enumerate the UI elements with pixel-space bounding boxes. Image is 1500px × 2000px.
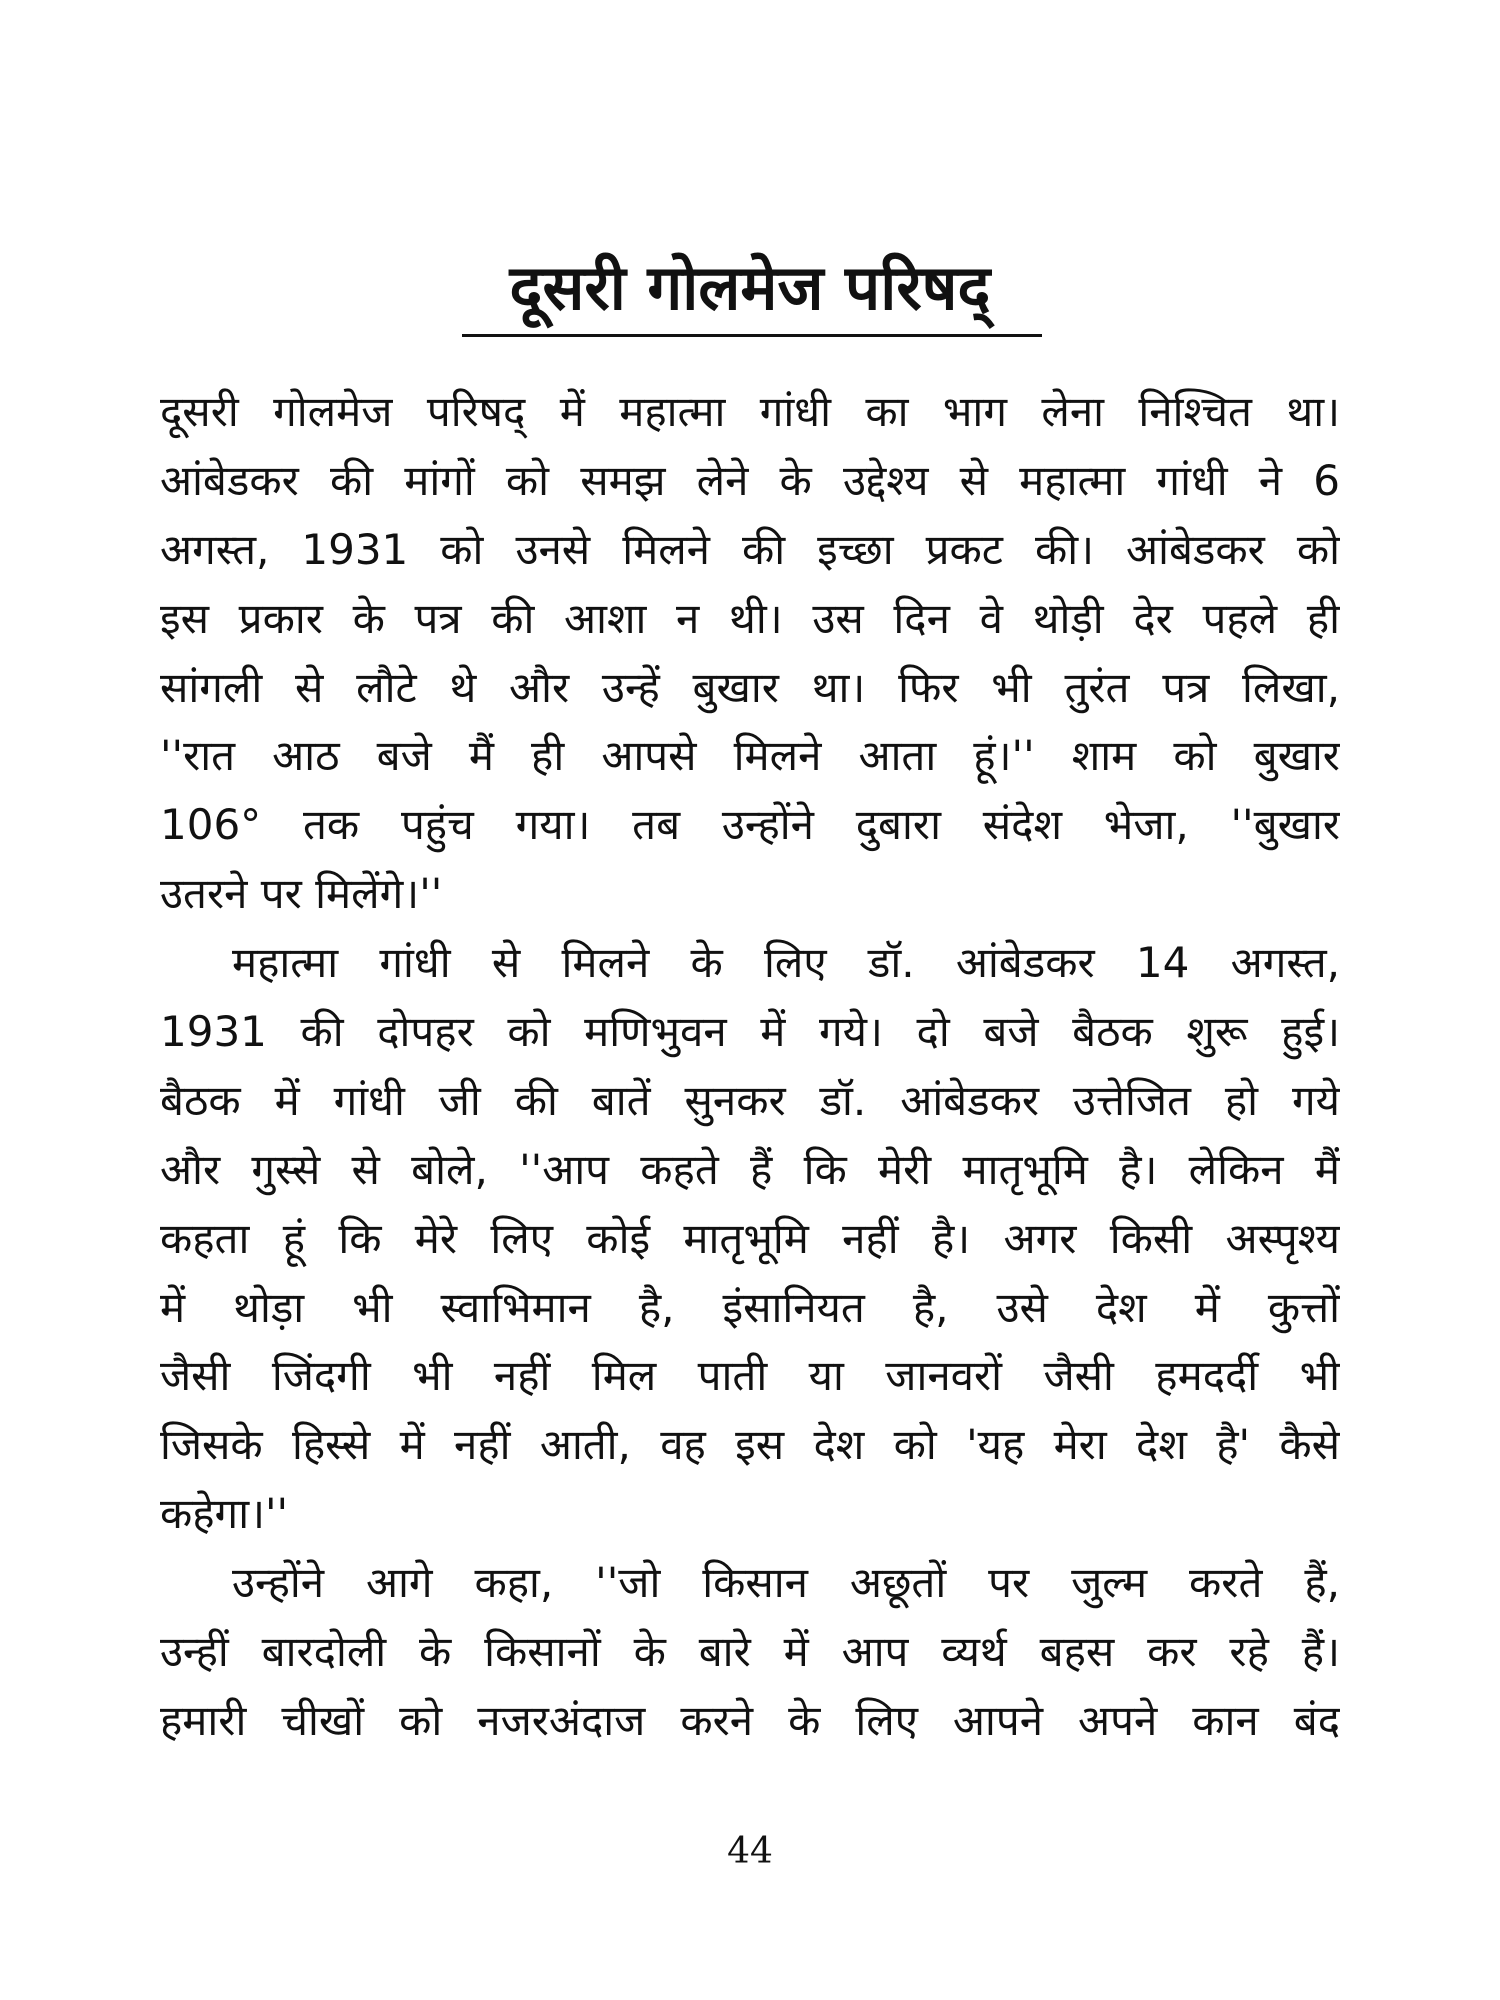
- text-line: उन्हीं बारदोली के किसानों के बारे में आप व्यर्थ बहस कर रहे हैं।: [160, 1627, 1340, 1677]
- text-line: इस प्रकार के पत्र की आशा न थी। उस दिन वे थोड़ी देर पहले ही: [160, 593, 1340, 643]
- page-title-text: दूसरी गोलमेज परिषद्: [509, 251, 991, 324]
- page-number: 44: [727, 1831, 773, 1872]
- text-line: जैसी जिंदगी भी नहीं मिल पाती या जानवरों जैसी हमदर्दी भी: [160, 1351, 1340, 1401]
- text-line: उन्होंने आगे कहा, ''जो किसान अछूतों पर जुल्म करते हैं,: [232, 1558, 1340, 1608]
- text-line: और गुस्से से बोले, ''आप कहते हैं कि मेरी मातृभूमि है। लेकिन मैं: [160, 1144, 1340, 1194]
- title-headline-bar: [462, 334, 1042, 337]
- text-line: कहेगा।'': [160, 1489, 289, 1539]
- text-line: 106° तक पहुंच गया। तब उन्होंने दुबारा संदेश भेजा, ''बुखार: [160, 800, 1340, 850]
- text-line: दूसरी गोलमेज परिषद् में महात्मा गांधी का भाग लेना निश्चित था।: [160, 387, 1340, 436]
- text-line: 1931 की दोपहर को मणिभुवन में गये। दो बजे बैठक शुरू हुई।: [160, 1007, 1340, 1057]
- text-line: जिसके हिस्से में नहीं आती, वह इस देश को 'यह मेरा देश है' कैसे: [160, 1420, 1340, 1470]
- text-line: महात्मा गांधी से मिलने के लिए डॉ. आंबेडकर 14 अगस्त,: [232, 938, 1340, 988]
- text-line: अगस्त, 1931 को उनसे मिलने की इच्छा प्रकट की। आंबेडकर को: [160, 524, 1340, 574]
- text-line: ''रात आठ बजे मैं ही आपसे मिलने आता हूं।'' शाम को बुखार: [160, 731, 1340, 781]
- text-line: हमारी चीखों को नजरअंदाज करने के लिए आपने अपने कान बंद: [160, 1695, 1340, 1745]
- body-text: [160, 378, 1340, 1756]
- text-line: सांगली से लौटे थे और उन्हें बुखार था। फिर भी तुरंत पत्र लिखा,: [160, 662, 1340, 712]
- text-line: आंबेडकर की मांगों को समझ लेने के उद्देश्य से महात्मा गांधी ने 6: [160, 455, 1340, 505]
- text-line: बैठक में गांधी जी की बातें सुनकर डॉ. आंबेडकर उत्तेजित हो गये: [160, 1075, 1340, 1125]
- text-line: में थोड़ा भी स्वाभिमान है, इंसानियत है, उसे देश में कुत्तों: [160, 1282, 1340, 1332]
- text-line: कहता हूं कि मेरे लिए कोई मातृभूमि नहीं है। अगर किसी अस्पृश्य: [160, 1213, 1340, 1263]
- page-title: [0, 248, 1500, 328]
- text-line: उतरने पर मिलेंगे।'': [160, 869, 443, 919]
